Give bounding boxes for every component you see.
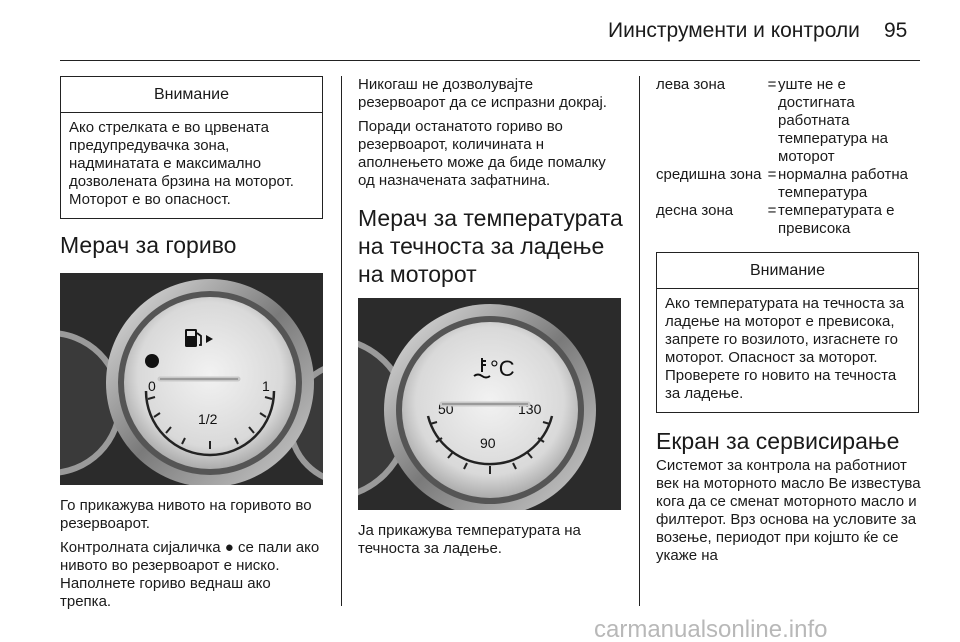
warning-title: Внимание	[61, 77, 322, 113]
fuel-label-half: 1/2	[198, 411, 218, 427]
column-2	[358, 76, 624, 558]
column-1	[60, 76, 325, 611]
fuel-gauge-image	[60, 273, 323, 485]
coolant-gauge-caption: Ја прикажува температурата на течноста за ладење.	[358, 522, 581, 557]
page-number: 95	[884, 19, 908, 42]
service-display-paragraph: Системот за контрола на работниот век на моторното масло Ве известува кога да се сменат моторното масло и филтерот. Врз основа на условите за возење, периодот при којшто ќе се укаже на	[656, 457, 921, 564]
definition-equals: =	[767, 202, 777, 219]
column-divider-1	[341, 76, 342, 606]
warning-text: Ако температурата на течноста за ладење на моторот е превисока, запрете го возилото, изгаснете го моторот. Опасност за моторот. Проверете го новито на течноста за ладење.	[665, 295, 905, 402]
header-title: Иинструменти и контроли	[608, 19, 860, 42]
fuel-paragraph-2: Поради останатото гориво во резервоарот, количината н аполнењето може да биде помалку од назначената зафатнина.	[358, 118, 606, 189]
fuel-warning-light-icon	[145, 354, 159, 368]
definition-equals: =	[767, 76, 777, 93]
warning-text: Ако стрелката е во црвената предупредувачка зона, надминатата е максимално дозволената брзина на моторот. Моторот е во опасност.	[69, 119, 294, 208]
definition-value: уште не е достигната работната температура на моторот	[778, 76, 889, 165]
definition-value: нормална работна температура	[778, 166, 908, 201]
fuel-gauge-caption: Го прикажува нивото на горивото во резервоарот.	[60, 497, 312, 532]
warning-box-speed	[60, 76, 323, 219]
definition-row	[656, 166, 922, 202]
warning-title: Внимание	[657, 253, 918, 289]
watermark: carmanualsonline.info	[594, 616, 828, 642]
column-3	[656, 76, 922, 565]
definition-row	[656, 202, 922, 238]
fuel-label-empty: 0	[148, 378, 156, 394]
section-title-fuel-gauge: Мерач за гориво	[60, 232, 237, 258]
definition-term: средишна зона	[656, 166, 762, 183]
section-title-coolant-gauge: Мерач за температурата на течноста за ладење на моторот	[358, 205, 623, 287]
fuel-warning-paragraph: Контролната сијаличка ● се пали ако нивото во резервоарот е ниско. Наполнете гориво веднаш ако трепка.	[60, 539, 320, 610]
zone-definition-list	[656, 76, 922, 238]
coolant-label-low: 50	[438, 401, 454, 417]
coolant-label-mid: 90	[480, 435, 496, 451]
fuel-label-full: 1	[262, 378, 270, 394]
definition-row	[656, 76, 922, 166]
header-rule	[60, 60, 920, 61]
warning-box-coolant	[656, 252, 919, 413]
page-header	[0, 0, 960, 64]
definition-equals: =	[767, 166, 777, 183]
coolant-gauge-image	[358, 298, 621, 510]
fuel-paragraph-1: Никогаш не дозволувајте резервоарот да се испразни докрај.	[358, 76, 607, 111]
definition-term: лева зона	[656, 76, 726, 93]
coolant-unit-label: °C	[490, 356, 515, 381]
section-title-service-display: Екран за сервисирање	[656, 428, 900, 454]
definition-value: температурата е превисока	[778, 202, 895, 237]
definition-term: десна зона	[656, 202, 734, 219]
coolant-label-high: 130	[518, 401, 542, 417]
column-divider-2	[639, 76, 640, 606]
